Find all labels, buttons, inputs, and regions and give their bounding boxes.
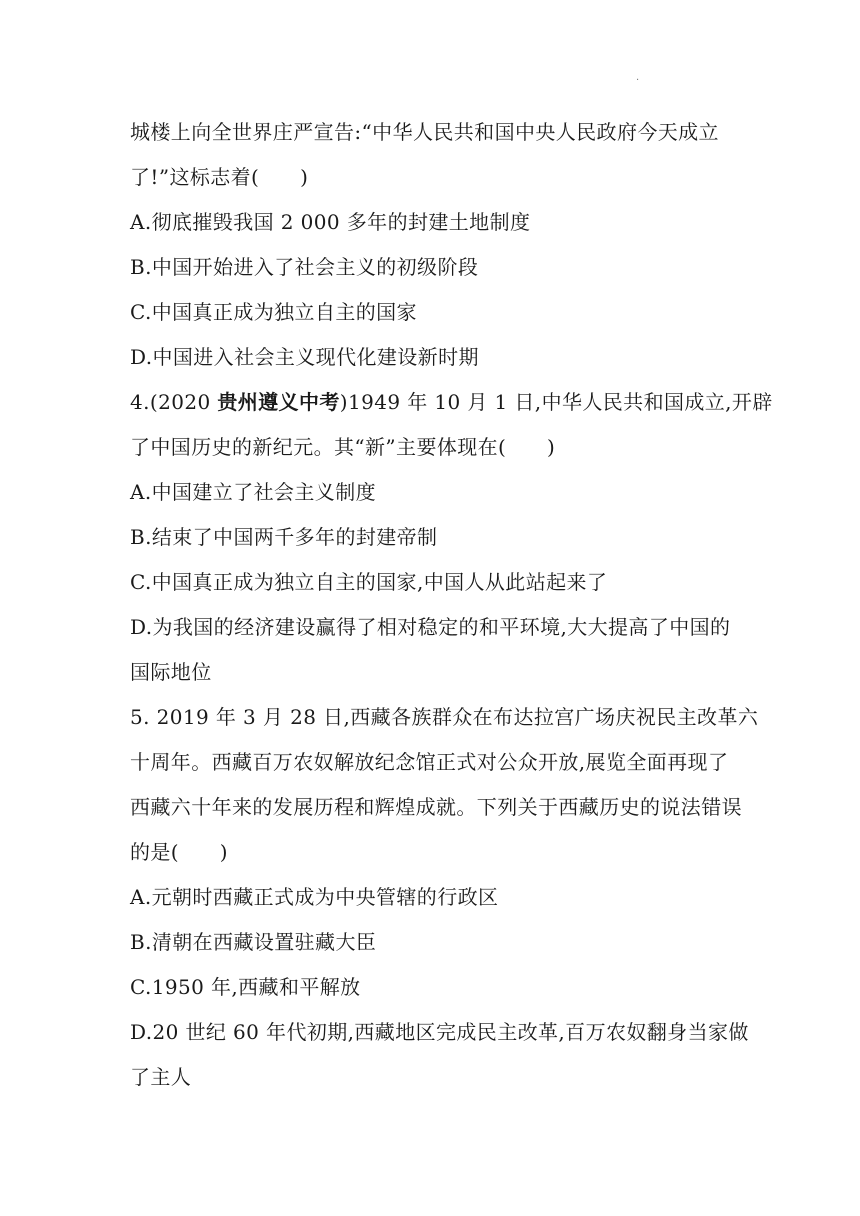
q5-stem-line-3: 西藏六十年来的发展历程和辉煌成就。下列关于西藏历史的说法错误 [130,795,742,819]
q3-stem-line-2: 了!”这标志着( ) [130,165,309,189]
corner-mark: . [636,72,640,83]
q4-number: 4.(2020 [130,390,218,414]
q4-option-c: C.中国真正成为独立自主的国家,中国人从此站起来了 [130,570,608,594]
q5-option-d: D.20 世纪 60 年代初期,西藏地区完成民主改革,百万农奴翻身当家做 [130,1020,749,1044]
q4-source: 贵州遵义中考 [217,390,340,414]
q3-option-a: A.彻底摧毁我国 2 000 多年的封建土地制度 [130,210,531,234]
q4-stem-line-2: 了中国历史的新纪元。其“新”主要体现在( ) [130,435,556,459]
q5-stem-line-4: 的是( ) [130,840,229,864]
q4-option-d-continued: 国际地位 [130,660,212,684]
q5-option-d-continued: 了主人 [130,1065,192,1089]
q3-option-b: B.中国开始进入了社会主义的初级阶段 [130,255,479,279]
q4-option-a: A.中国建立了社会主义制度 [130,480,377,504]
q3-option-c: C.中国真正成为独立自主的国家 [130,300,417,324]
q4-option-d: D.为我国的经济建设赢得了相对稳定的和平环境,大大提高了中国的 [130,615,731,639]
q5-stem-line-2: 十周年。西藏百万农奴解放纪念馆正式对公众开放,展览全面再现了 [130,750,729,774]
q4-stem-line-1 [130,380,773,425]
q5-stem-line-1: 5. 2019 年 3 月 28 日,西藏各族群众在布达拉宫广场庆祝民主改革六 [130,705,759,729]
q4-option-b: B.结束了中国两千多年的封建帝制 [130,525,438,549]
q5-option-a: A.元朝时西藏正式成为中央管辖的行政区 [130,885,499,909]
question-text-block [130,110,773,1100]
q3-stem-line-1: 城楼上向全世界庄严宣告:“中华人民共和国中央人民政府今天成立 [130,120,719,144]
q4-stem-rest: )1949 年 10 月 1 日,中华人民共和国成立,开辟 [339,390,773,414]
q5-option-b: B.清朝在西藏设置驻藏大臣 [130,930,377,954]
q3-option-d: D.中国进入社会主义现代化建设新时期 [130,345,479,369]
q5-option-c: C.1950 年,西藏和平解放 [130,975,361,999]
